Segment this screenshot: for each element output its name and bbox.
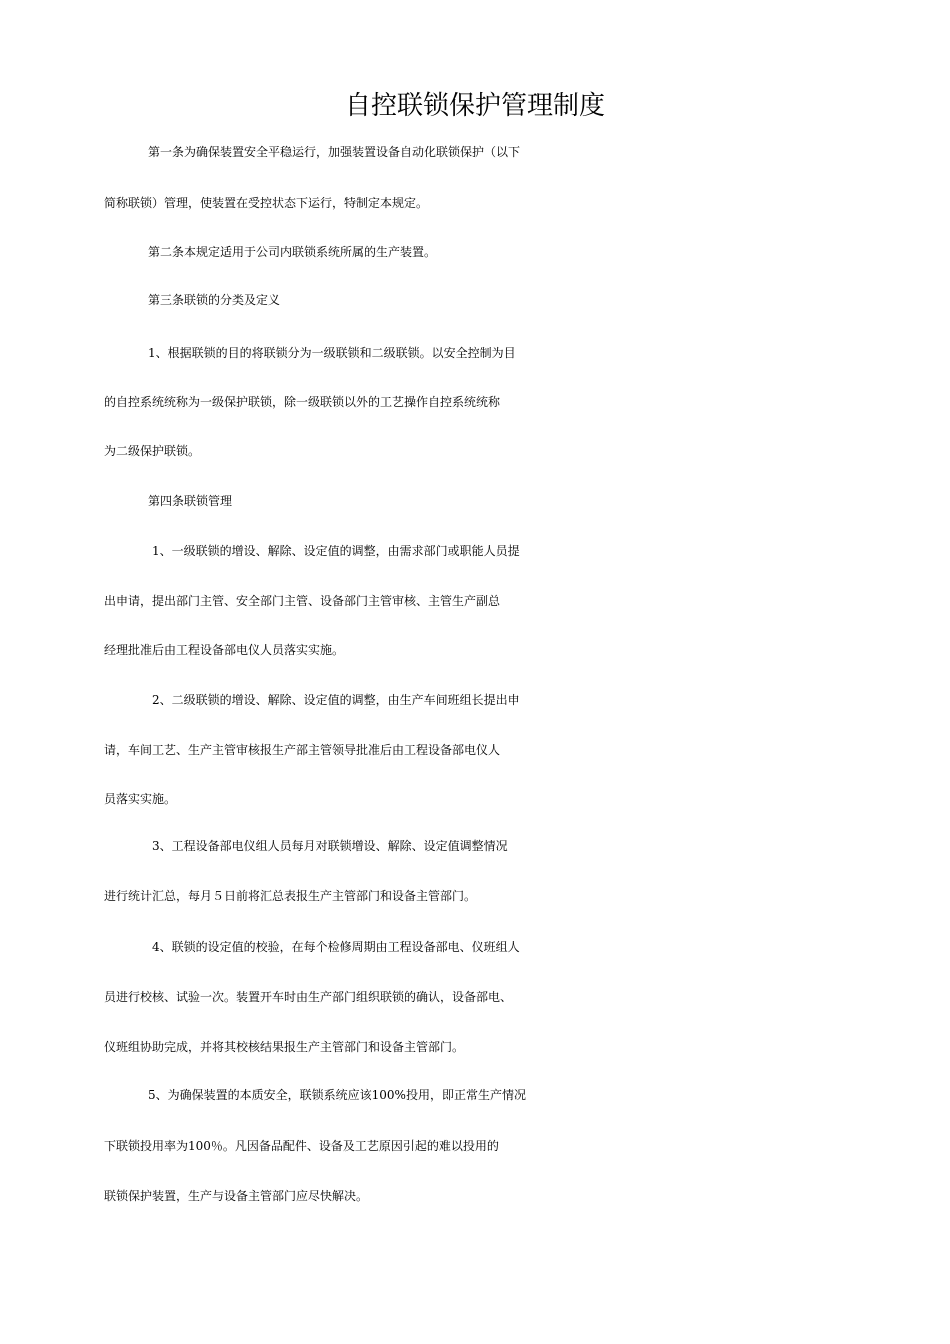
text-line: 出申请，提出部门主管、安全部门主管、设备部门主管审核、主管生产副总: [104, 594, 501, 608]
text-line: 第二条本规定适用于公司内联锁系统所属的生产装置。: [148, 245, 437, 259]
text-line: 请，车间工艺、生产主管审核报生产部主管领导批准后由工程设备部电仪人: [104, 743, 501, 757]
text-line: 经理批准后由工程设备部电仪人员落实实施。: [104, 643, 345, 657]
text-line: 进行统计汇总，每月５日前将汇总表报生产主管部门和设备主管部门。: [104, 889, 477, 903]
text-line: 1、根据联锁的目的将联锁分为一级联锁和二级联锁。以安全控制为目: [148, 346, 516, 360]
text-line: 4、联锁的设定值的校验，在每个检修周期由工程设备部电、仪班组人: [152, 940, 520, 954]
text-line: 仪班组协助完成，并将其校核结果报生产主管部门和设备主管部门。: [104, 1040, 465, 1054]
text-line: 第四条联锁管理: [148, 494, 233, 508]
text-line: 简称联锁）管理，使装置在受控状态下运行，特制定本规定。: [104, 196, 429, 210]
text-line: 第一条为确保装置安全平稳运行，加强装置设备自动化联锁保护（以下: [148, 145, 521, 159]
text-line: 为二级保护联锁。: [104, 444, 201, 458]
text-line: 5、为确保装置的本质安全，联锁系统应该100%投用，即正常生产情况: [148, 1088, 526, 1102]
text-line: 2、二级联锁的增设、解除、设定值的调整，由生产车间班组长提出申: [152, 693, 520, 707]
text-line: 员进行校核、试验一次。装置开车时由生产部门组织联锁的确认，设备部电、: [104, 990, 513, 1004]
text-line: 3、工程设备部电仪组人员每月对联锁增设、解除、设定值调整情况: [152, 839, 508, 853]
document-title: 自控联锁保护管理制度: [344, 91, 605, 121]
text-line: 1、一级联锁的增设、解除、设定值的调整，由需求部门或职能人员提: [152, 544, 520, 558]
text-line: 员落实实施。: [104, 792, 177, 806]
text-line: 下联锁投用率为100％。凡因备品配件、设备及工艺原因引起的难以投用的: [104, 1139, 499, 1153]
text-line: 的自控系统统称为一级保护联锁，除一级联锁以外的工艺操作自控系统统称: [104, 395, 501, 409]
text-line: 第三条联锁的分类及定义: [148, 293, 281, 307]
text-line: 联锁保护装置，生产与设备主管部门应尽快解决。: [104, 1189, 369, 1203]
